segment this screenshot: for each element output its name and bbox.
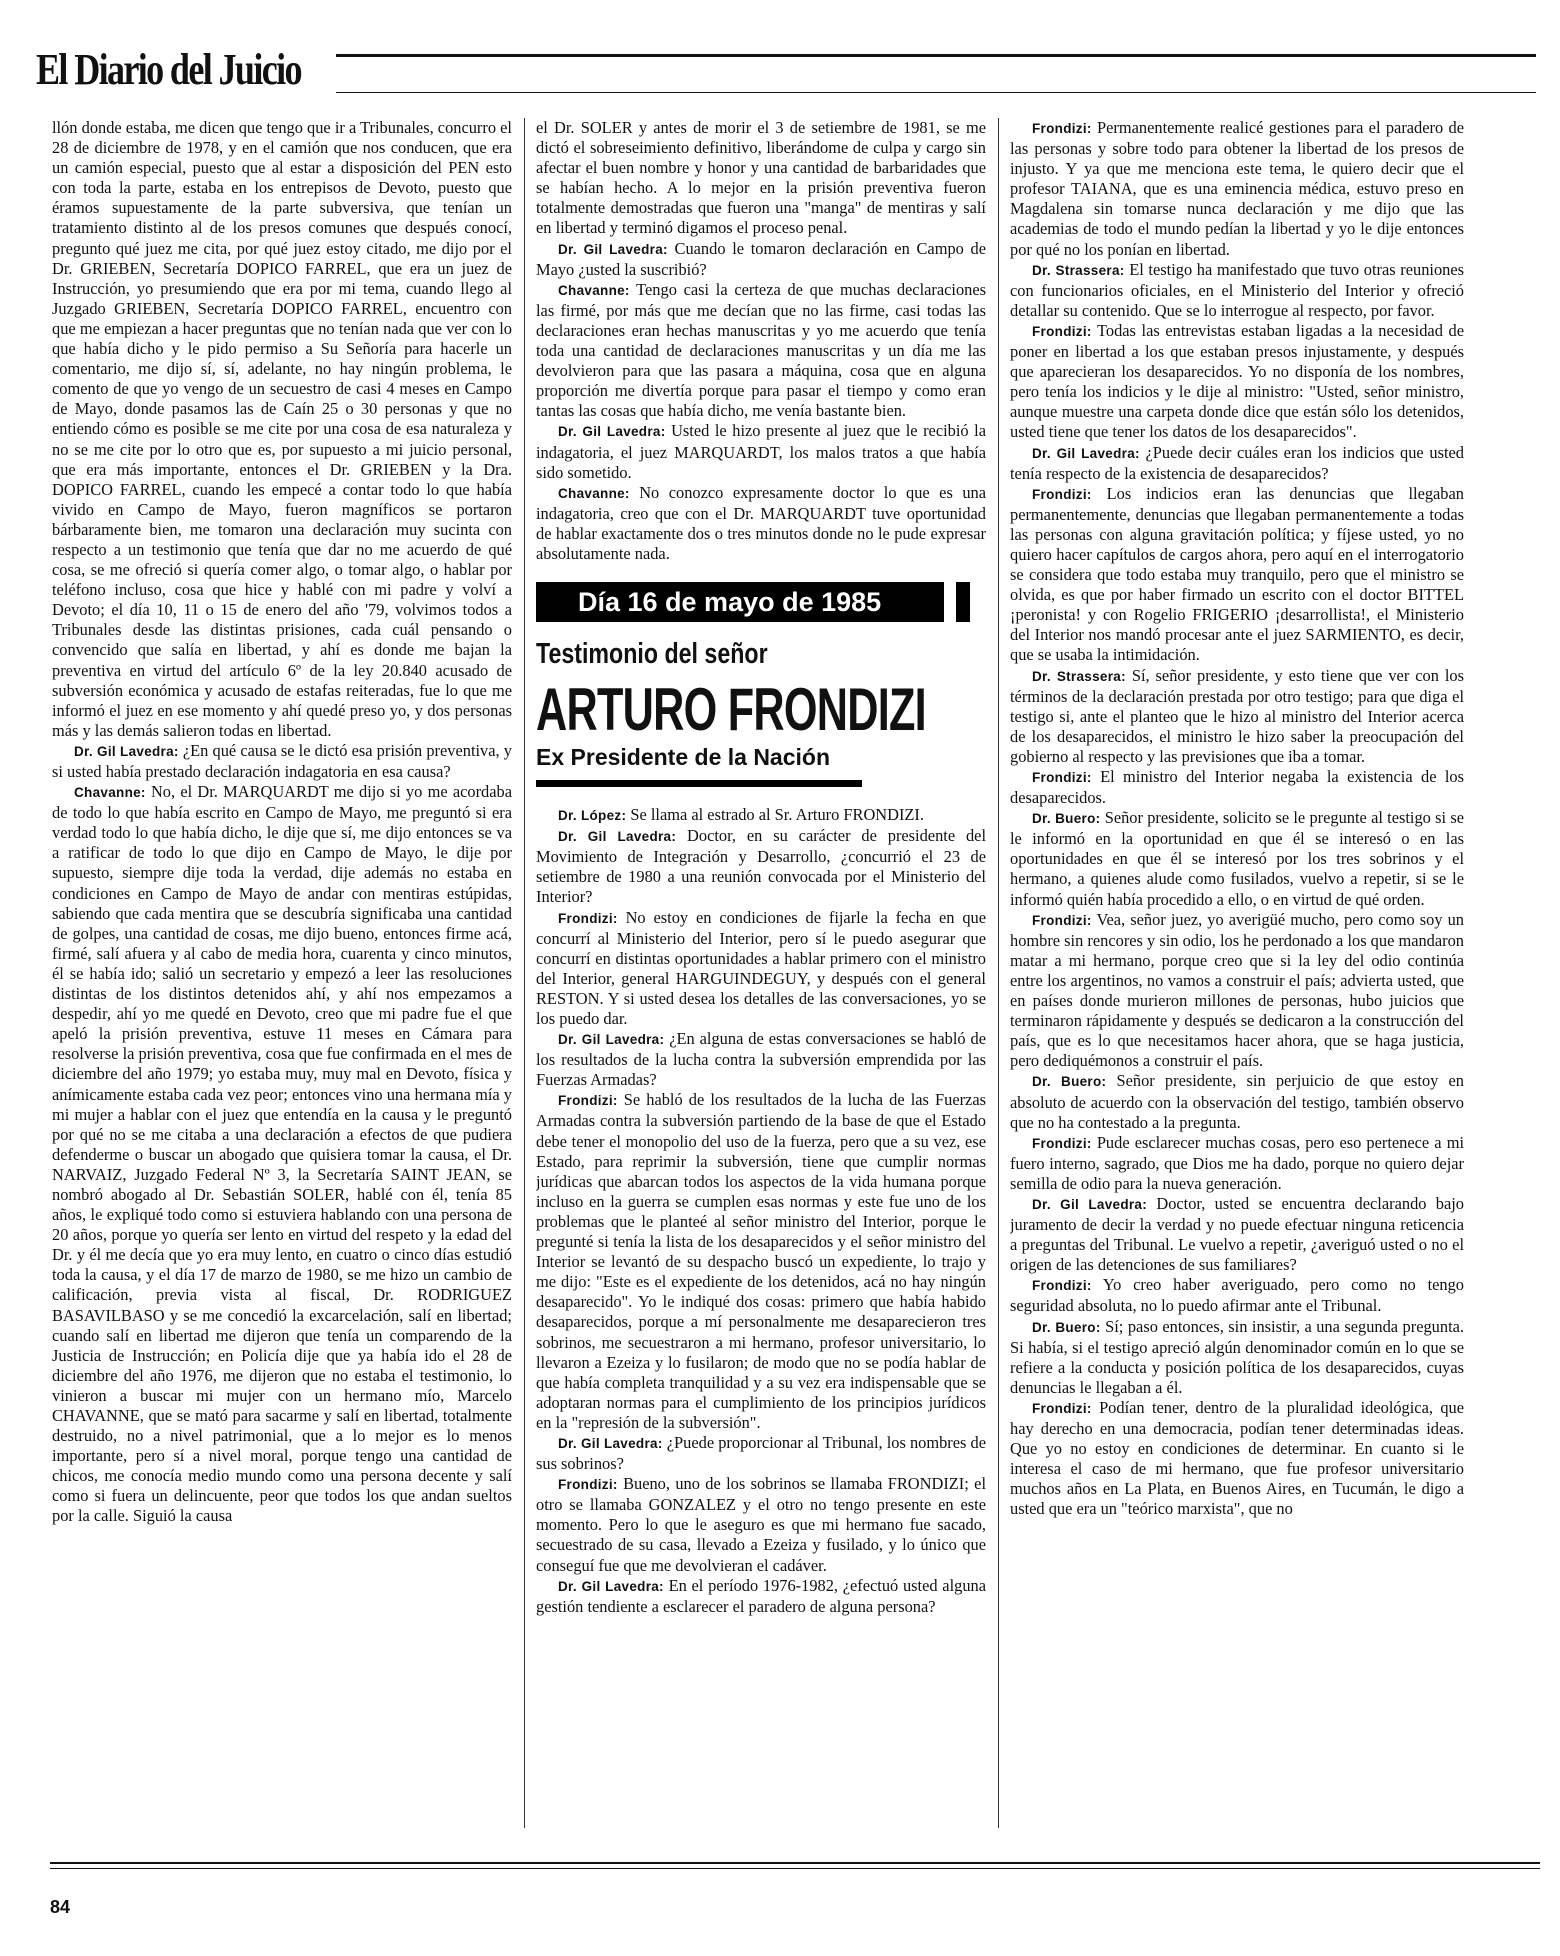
speaker-label: Dr. Gil Lavedra: — [558, 241, 668, 257]
column-3 — [1010, 118, 1464, 1838]
speaker-label: Frondizi: — [1032, 323, 1092, 339]
page-number: 84 — [50, 1897, 71, 1917]
paragraph-text: Tengo casi la certeza de que muchas declaraciones las firmé, por más que me decían que no las firme, casi todas las declaraciones eran hechas manuscritas y yo me acuerdo que tenía toda una cantidad de declaraciones manuscritas y un día me las devolvieron para que las pasara a máquina, cosa que en alguna proporción me divertía porque para pasar el tiempo y como eran tantas las cosas que había dicho, me venía bastante bien. — [536, 279, 986, 421]
speaker-label: Dr. Gil Lavedra: — [558, 1578, 664, 1594]
speaker-label: Dr. Strassera: — [1032, 262, 1125, 278]
speaker-label: Frondizi: — [1032, 486, 1092, 502]
speaker-label: Frondizi: — [558, 1093, 618, 1109]
masthead — [36, 44, 1536, 100]
paragraph-text: Bueno, uno de los sobrinos se llamaba FRONDIZI; el otro se llamaba GONZALEZ y el otro no tengo presente en este momento. Pero lo que le aseguro es que mi hermano fue sacado, secuestrado de su casa, llevado a Ezeiza y fusilado, y lo único que conseguí fue que me devolvieran el cadáver. — [536, 1474, 986, 1575]
column-2-bottom — [536, 805, 986, 1617]
date-banner: Día 16 de mayo de 1985 — [536, 582, 956, 622]
speaker-label: Dr. López: — [558, 808, 627, 824]
paragraph — [1010, 443, 1464, 484]
speaker-label: Frondizi: — [1032, 1135, 1092, 1151]
paragraph-text: Sí, señor presidente, y esto tiene que ver con los términos de la declaración prestada por otro testigo; para que diga el testigo si, ante el planteo que le hizo al ministro del Interior acerca de los desaparecidos, el ministro le hizo saber la preocupación del gobierno al respecto y las previsiones que iba a tomar. — [1010, 665, 1464, 766]
paragraph-text: Señor presidente, sin perjuicio de que estoy en absoluto de acuerdo con la observación del testigo, también observo que no ha contestado a la pregunta. — [1010, 1071, 1464, 1132]
paragraph — [536, 826, 986, 907]
paragraph — [536, 1474, 986, 1575]
speaker-label: Dr. Gil Lavedra: — [558, 829, 677, 845]
footer-rule-thin — [50, 1868, 1540, 1869]
speaker-label: Dr. Gil Lavedra: — [558, 1435, 663, 1451]
paragraph — [1010, 321, 1464, 443]
paragraph — [1010, 1275, 1464, 1316]
speaker-label: Dr. Buero: — [1032, 811, 1101, 827]
paragraph — [52, 782, 512, 1526]
column-divider — [998, 118, 999, 1828]
paragraph — [536, 805, 986, 826]
witness-title: Ex Presidente de la Nación — [536, 744, 831, 771]
paragraph-text: Cuando le tomaron declaración en Campo de Mayo ¿usted la suscribió? — [536, 238, 986, 279]
paragraph — [536, 483, 986, 564]
paragraph-text: Se llama al estrado al Sr. Arturo FRONDIZI. — [630, 805, 924, 825]
paragraph — [536, 118, 986, 239]
speaker-label: Frondizi: — [1032, 121, 1092, 136]
speaker-label: Frondizi: — [1032, 1278, 1092, 1294]
paragraph-text: Se habló de los resultados de la lucha de las Fuerzas Armadas contra la subversión partiendo de la base de que el Estado debe tener el monopolio del uso de la fuerza, pero que a su vez, ese Estado, para reprimir la subversión, tiene que cumplir normas jurídicas que abarcan todos los aspectos de la vida humana porque incluso en la guerra se cumplen esas normas y este fue uno de los problemas que le planteé al señor ministro del Interior, porque le pregunté si tenía la lista de los desaparecidos y el señor ministro del Interior se levantó de su despacho buscó un expediente, lo trajo y me dijo: "Este es el expediente de los detenidos, acá no hay ningún desaparecido". Yo le indiqué dos cosas: primero que había habido desaparecidos, porque a mí personalmente me desaparecieron tres sobrinos, me secuestraron a mi hermano, profesor universitario, lo llevaron a Ezeiza y lo fusilaron; de modo que no se podía hablar de que había completa tranquilidad y a su vez era indispensable que se adoptaran normas para el cumplimiento de los principios jurídicos en la "represión de la subversión". — [536, 1090, 986, 1432]
paragraph-text: Permanentemente realicé gestiones para el paradero de las personas y sobre todo para obtener la libertad de los presos de injusto. Y ya que me menciona este tema, le quiero decir que el profesor TAIANA, que es una eminencia médica, estuvo preso en Magdalena sin tomarse nunca declaración y me dijo que las academias de todo el mundo pedían la libertad y yo le dije entonces por qué no los ponían en libertad. — [1010, 118, 1464, 259]
paragraph — [536, 280, 986, 422]
speaker-label: Chavanne: — [558, 282, 630, 298]
paragraph-text: ¿En alguna de estas conversaciones se habló de los resultados de la lucha contra la subversión emprendida por las Fuerzas Armadas? — [536, 1029, 986, 1090]
paragraph-text: ¿En qué causa se le dictó esa prisión preventiva, y si usted había prestado declaración indagatoria en esa causa? — [52, 740, 512, 781]
speaker-label: Frondizi: — [1032, 912, 1092, 928]
paragraph-text: Todas las entrevistas estaban ligadas a la necesidad de poner en libertad a los que estaban presos injustamente, y después que aparecieran los desaparecidos. Yo no disponía de los nombres, pero tenía los indicios y le dije al ministro: "Usted, señor ministro, aunque muestre una carpeta donde dice que están sólo los detenidos, usted tiene que tener los datos de los desaparecidos". — [1010, 320, 1464, 442]
paragraph — [1010, 1133, 1464, 1194]
paragraph — [536, 1576, 986, 1617]
speaker-label: Dr. Buero: — [1032, 1074, 1107, 1090]
paragraph — [1010, 1317, 1464, 1398]
paragraph — [536, 908, 986, 1030]
paragraph-text: ¿Puede decir cuáles eran los indicios que usted tenía respecto de la existencia de desaparecidos? — [1010, 442, 1464, 483]
paragraph-text: Los indicios eran las denuncias que llegaban permanentemente, denuncias que llegaban permanentemente a todas las personas con alguna gravitación política; y fíjese usted, yo no quiero hacer capítulos de cargos ahora, pero aquí en el interrogatorio se considera que todo estaba muy tranquilo, pero que el ministro se olvida, es que por haber firmado un escrito con el doctor BITTEL ¡peronista! y con Rogelio FRIGERIO ¡desarrollista!, el Ministerio del Interior nos mandó procesar ante el juez SARMIENTO, es decir, que se usaba la intimidación. — [1010, 483, 1464, 665]
witness-name: ARTURO FRONDIZI — [536, 676, 926, 744]
paragraph — [536, 1029, 986, 1090]
paragraph — [1010, 666, 1464, 767]
paragraph — [52, 741, 512, 782]
speaker-label: Dr. Buero: — [1032, 1319, 1101, 1335]
testimony-heading: Testimonio del señor — [536, 638, 768, 671]
paragraph-text: Podían tener, dentro de la pluralidad ideológica, que hay derecho en una democracia, podían tener determinadas ideas. Que yo no estoy en condiciones de determinar. En cuanto si le interesa el caso de mi hermano, que fue profesor universitario muchos años en La Plata, en Buenos Aires, en Tucumán, le digo a usted que era un "teórico marxista", que no — [1010, 1397, 1464, 1519]
paragraph-text: No, el Dr. MARQUARDT me dijo si yo me acordaba de todo lo que había escrito en Campo de Mayo, me preguntó si era verdad todo lo que había dicho, le dije que sí, me dijo entonces se va a ratificar de todo lo que dijo en Campo de Mayo, le dije por supuesto, siempre dije toda la verdad, dije además no estaba en condiciones en Campo de Mayo de andar con mentiras estúpidas, sabiendo que cada mentira que se descubría significaba una cantidad de golpes, una cantidad de cosas, me dijo bueno, entonces firme acá, firmé, salí afuera y al cabo de media hora, cuarenta y cinco minutos, él se había ido; salió un secretario y empezó a leer las resoluciones distintas de los distintos detenidos ahí, y ahí nos empezamos a despedir, ahí yo me quedé en Devoto, creo que mi padre fue el que apeló la prisión preventiva, estuve 11 meses en Cámara para resolverse la prisión preventiva, cosa que fue confirmada en el mes de diciembre del año 1979; yo estaba muy, muy mal en Devoto, física y anímicamente estaba cada vez peor; entonces vino una hermana mía y mi mujer a hablar con el juez que entendía en la causa y le preguntó por qué no se me citaba a una declaración a efectos de que pudiera defenderme o buscar un abogado que quisiera tomar la causa, el Dr. NARVAIZ, Juzgado Federal Nº 3, la Secretaría SAINT JEAN, se nombró abogado al Dr. Sebastián SOLER, hablé con él, tenía 85 años, le expliqué todo como si estuviera hablando con una persona de 20 años, porque yo quería ser lento en virtud del respeto y la edad del Dr. y él me decía que yo era muy lento, en cuatro o cinco días estudió toda la causa, y el día 17 de marzo de 1980, se me hizo un cambio de calificación, previa vista al fiscal, Dr. RODRIGUEZ BASAVILBASO y se me concedió la excarcelación, salí en libertad; cuando salí en libertad me dijeron que tenía un comparendo de la Justicia de Instrucción; en Policía dije que ya había ido el 28 de diciembre del año 1976, me dijeron que no estaba el testimonio, lo vinieron a buscar mi mujer con un hermano mío, Marcelo CHAVANNE, que se mató para sacarme y salí en libertad, totalmente destruido, no a nivel patrimonial, que a lo mejor es lo menos importante, pero sí a nivel moral, porque tengo una cantidad de chicos, me conocía medio mundo como una persona decente y salí como si fuera un delincuente, peor que todos los que andan sueltos por la calle. Siguió la causa — [52, 782, 512, 1526]
paragraph — [536, 1433, 986, 1474]
speaker-label: Frondizi: — [1032, 1400, 1092, 1416]
paragraph-text: llón donde estaba, me dicen que tengo que ir a Tribunales, concurro el 28 de diciembre de 1978, y en el camión que nos conducen, que era un camión especial, puesto que al estar a disposición del PEN esto con toda la parte, estaba en los entrepisos de Devoto, puesto que éramos supuestamente de la parte subversiva, que tenían un tratamiento distinto al de los presos comunes que después conocí, pregunto qué juez me cita, por qué juez estoy citado, me dijo por el Dr. GRIEBEN, Secretaría DOPICO FARREL, que era un juez de Instrucción, yo presumiendo que era por mi tema, cuando llego al Juzgado GRIEBEN, Secretaría DOPICO FARREL, encuentro con que me empiezan a hacer preguntas que no tenían nada que ver con lo que había dicho y le pido permiso a Su Señoría para hacerle un comentario, me dijo sí, sí, adelante, no hay ningún problema, le comento de que yo vengo de un secuestro de casi 4 meses en Campo de Mayo, donde pasamos las de Caín 25 o 30 personas y que no entiendo cómo es posible se me cite por una cosa de esa naturaleza y no se me cite por lo otro que es, por supuesto a mi juicio personal, que era más importante, entonces el Dr. GRIEBEN y la Dra. DOPICO FARREL, cuando les empecé a contar todo lo que había vivido en Campo de Mayo, fueron magníficos se portaron bárbaramente bien, me tomaron una declaración muy sucinta con respecto a un testimonio que tenía que dar no me acuerdo de qué cosa, se me ofreció si quería comer algo, o tomar algo, o hablar por teléfono incluso, cosa que hice y hablé con mi padre y volví a Devoto; el día 10, 11 o 15 de enero del año '79, volvimos todos a Tribunales desde las distintas prisiones, cada cuál pensando o convencido que salía en libertad, y ahí es donde me bajan la preventiva en virtud del artículo 6º de la ley 20.840 acusado de subversión económica y acusado de estafas reiteradas, fue lo que me informó el juez en ese momento y ahí quedé preso yo, y dos personas más y las demás salieron todas en libertad. — [52, 118, 512, 740]
paragraph — [1010, 767, 1464, 808]
paragraph-text: el Dr. SOLER y antes de morir el 3 de setiembre de 1981, se me dictó el sobreseimiento definitivo, liberándome de culpa y cargo sin afectar el buen nombre y honor y una cantidad de barbaridades que se habían hecho. A lo mejor en la prisión preventiva fueron totalmente demostradas que fueron una "manga" de mentiras y salí en libertad y terminó digamos el proceso penal. — [536, 118, 986, 238]
paragraph — [1010, 910, 1464, 1072]
speaker-label: Frondizi: — [558, 1477, 618, 1493]
paragraph — [1010, 1071, 1464, 1132]
paragraph — [536, 1090, 986, 1433]
paragraph — [536, 421, 986, 482]
paragraph — [1010, 1398, 1464, 1520]
speaker-label: Frondizi: — [558, 910, 618, 926]
speaker-label: Dr. Gil Lavedra: — [558, 424, 666, 440]
speaker-label: Dr. Gil Lavedra: — [1032, 1196, 1148, 1212]
paragraph-text: Sí; paso entonces, sin insistir, a una segunda pregunta. Si había, si el testigo apreció algún denominador común en lo que se refiere a la conducta y posición política de los desaparecidos, cuyas denuncias le llegaban a él. — [1010, 1316, 1464, 1397]
paragraph-text: Yo creo haber averiguado, pero como no tengo seguridad absoluta, no lo puedo afirmar ante el Tribunal. — [1010, 1275, 1464, 1316]
paragraph — [1010, 1194, 1464, 1275]
paragraph — [536, 239, 986, 280]
speaker-label: Dr. Gil Lavedra: — [1032, 445, 1140, 461]
paragraph-text: Doctor, usted se encuentra declarando bajo juramento de decir la verdad y no puede efectuar ninguna reticencia a preguntas del Tribunal. Le vuelvo a repetir, ¿averiguó usted o no el origen de las detenciones de sus familiares? — [1010, 1193, 1464, 1275]
column-2 — [536, 118, 986, 1838]
speaker-label: Dr. Strassera: — [1032, 668, 1126, 684]
masthead-title: El Diario del Juicio — [36, 45, 301, 94]
heading-bar — [536, 780, 862, 787]
masthead-rule — [336, 54, 1536, 57]
column-divider — [524, 118, 525, 1828]
paragraph-text: En el período 1976-1982, ¿efectuó usted alguna gestión tendiente a esclarecer el paradero de alguna persona? — [536, 1575, 986, 1616]
column-2-top — [536, 118, 986, 564]
speaker-label: Dr. Gil Lavedra: — [558, 1032, 665, 1048]
paragraph — [1010, 808, 1464, 909]
paragraph — [1010, 484, 1464, 666]
paragraph-text: Vea, señor juez, yo averigüé mucho, pero como soy un hombre sin rencores y sin odio, los he perdonado a los que mandaron matar a mi hermano, porque creo que si la ley del odio continúa entre los argentinos, no vamos a construir el país; advierta usted, que en países donde murieron millones de personas, hubo juicios que terminaron rápidamente y después se dedicaron a la construcción del país, que es lo que necesitamos hacer ahora, que se haga justicia, pero dediquémonos a construir el país. — [1010, 909, 1464, 1071]
masthead-rule-thin — [336, 92, 1536, 93]
speaker-label: Chavanne: — [74, 785, 146, 801]
paragraph-text: No estoy en condiciones de fijarle la fecha en que concurrí al Ministerio del Interior, pero sí le puedo asegurar que concurrí en distintas oportunidades a hablar primero con el ministro del Interior, general HARGUINDEGUY, y después con el general RESTON. Y si usted desea los detalles de las conversaciones, yo se los puedo dar. — [536, 907, 986, 1028]
paragraph — [1010, 260, 1464, 321]
paragraph-text: El ministro del Interior negaba la existencia de los desaparecidos. — [1010, 767, 1464, 808]
paragraph-text: Señor presidente, solicito se le pregunte al testigo si se le informó en la oportunidad en que él se interesó o en las oportunidades en que él se interesó por los tres sobrinos y el hermano, a quienes alude como fusilados, vuelvo a repetir, si se le informó quién había procedido a ello, o en virtud de qué orden. — [1010, 808, 1464, 909]
paragraph-text: Pude esclarecer muchas cosas, pero eso pertenece a mi fuero interno, sagrado, que Dios me ha dado, porque no quiero dejar semilla de odio para la nueva generación. — [1010, 1132, 1464, 1193]
paragraph-text: El testigo ha manifestado que tuvo otras reuniones con funcionarios oficiales, en el Ministerio del Interior y ofreció detallar su contenido. Que se lo interrogue al respecto, por favor. — [1010, 259, 1464, 320]
paragraph — [52, 118, 512, 741]
paragraph-text: Usted le hizo presente al juez que le recibió la indagatoria, el juez MARQUARDT, los malos tratos a que había sido sometido. — [536, 421, 986, 482]
speaker-label: Frondizi: — [1032, 770, 1092, 785]
column-1 — [52, 118, 512, 1838]
paragraph-text: No conozco expresamente doctor lo que es una indagatoria, creo que con el Dr. MARQUARDT tuve oportunidad de hablar exactamente dos o tres minutos donde no le pude expresar absolutamente nada. — [536, 482, 986, 563]
speaker-label: Chavanne: — [558, 485, 630, 501]
speaker-label: Dr. Gil Lavedra: — [74, 743, 179, 759]
paragraph-text: ¿Puede proporcionar al Tribunal, los nombres de sus sobrinos? — [536, 1432, 986, 1474]
paragraph — [1010, 118, 1464, 260]
footer-rule — [50, 1862, 1540, 1864]
paragraph-text: Doctor, en su carácter de presidente del Movimiento de Integración y Desarrollo, ¿concurrió el 23 de setiembre de 1980 a una reunión convocada por el Ministerio del Interior? — [536, 826, 986, 907]
